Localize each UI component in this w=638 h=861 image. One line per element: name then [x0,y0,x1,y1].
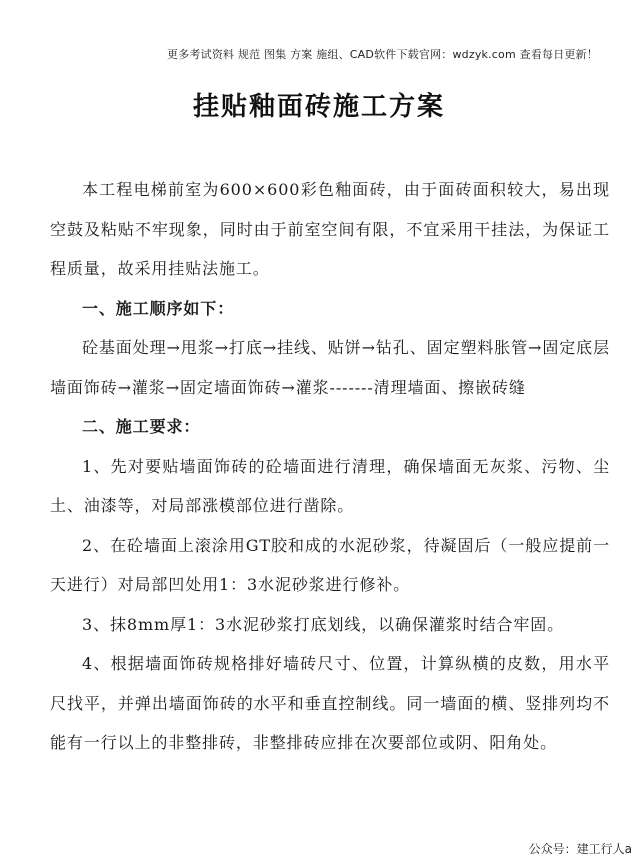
section-heading-requirements: 二、施工要求： [82,417,201,436]
download-site-note: 更多考试资料 规范 图集 方案 施组、CAD软件下载官网：wdzyk.com 查看每日更新！ [167,48,598,61]
watermark-label: 公众号：建工行人a [528,842,632,856]
requirement-item-4: 4、根据墙面饰砖规格排好墙砖尺寸、位置，计算纵横的皮数，用水平尺找平，并弹出墙面饰砖的水平和垂直控制线。同一墙面的横、竖排列均不能有一行以上的非整排砖，非整排砖应排在次要部位或阴、阳角处。 [50,654,610,752]
section-heading-sequence: 一、施工顺序如下： [82,298,235,318]
intro-paragraph: 本工程电梯前室为600×600彩色釉面砖，由于面砖面积较大，易出现空鼓及粘贴不牢现象，同时由于前室空间有限，不宜采用干挂法，为保证工程质量，故采用挂贴法施工。 [50,180,610,278]
sequence-paragraph: 砼基面处理→甩浆→打底→挂线、贴饼→钻孔、固定塑料胀管→固定底层墙面饰砖→灌浆→固定墙面饰砖→灌浆-------清理墙面、擦嵌砖缝 [50,338,610,397]
document-body [50,170,610,763]
document-title: 挂贴釉面砖施工方案 [192,92,445,122]
requirement-item-3: 3、抹8mm厚1：3水泥砂浆打底划线，以确保灌浆时结合牢固。 [82,614,565,634]
requirement-item-2: 2、在砼墙面上滚涂用GT胶和成的水泥砂浆，待凝固后（一般应提前一天进行）对局部凹处用1：3水泥砂浆进行修补。 [50,535,610,594]
requirement-item-1: 1、先对要贴墙面饰砖的砼墙面进行清理，确保墙面无灰浆、污物、尘土、油漆等，对局部涨模部位进行凿除。 [50,456,610,515]
